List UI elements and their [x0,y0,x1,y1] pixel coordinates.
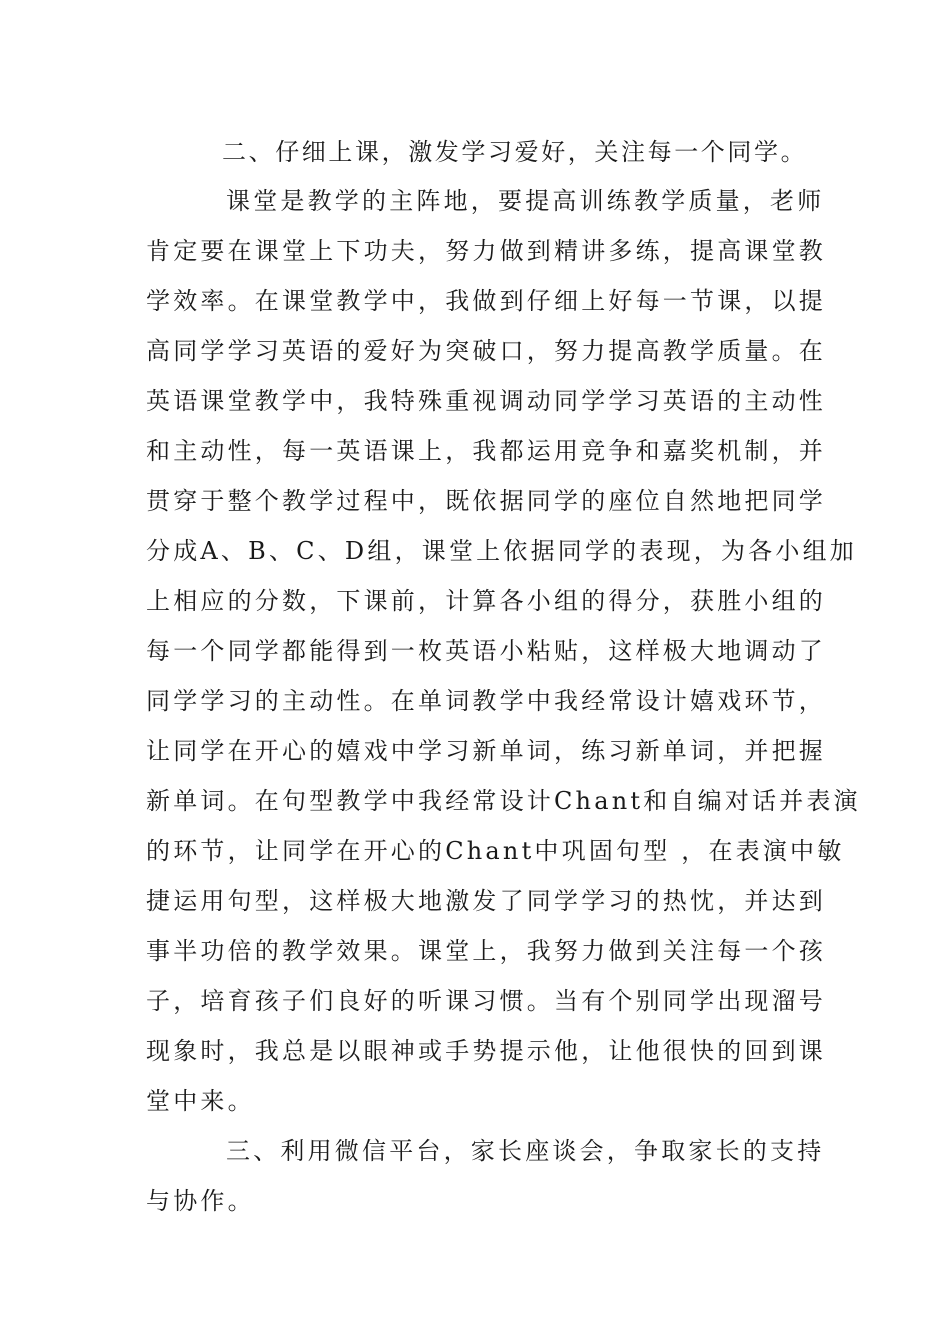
paragraph-line: 和主动性，每一英语课上，我都运用竞争和嘉奖机制，并 [146,437,826,465]
paragraph-line: 分成A、B、C、D组，课堂上依据同学的表现，为各小组加 [146,537,857,565]
paragraph-line: 学效率。在课堂教学中，我做到仔细上好每一节课，以提 [146,287,826,315]
section-heading-3-continued: 与协作。 [146,1187,255,1215]
paragraph-line: 上相应的分数，下课前，计算各小组的得分，获胜小组的 [146,587,826,615]
paragraph-line: 同学学习的主动性。在单词教学中我经常设计嬉戏环节， [146,687,826,715]
paragraph-line: 堂中来。 [146,1087,255,1115]
paragraph-line: 课堂是教学的主阵地，要提高训练教学质量，老师 [226,187,825,215]
paragraph-line: 让同学在开心的嬉戏中学习新单词，练习新单词，并把握 [146,737,826,765]
paragraph-line: 肯定要在课堂上下功夫，努力做到精讲多练，提高课堂教 [146,237,826,265]
paragraph-line: 现象时，我总是以眼神或手势提示他，让他很快的回到课 [146,1037,826,1065]
paragraph-line: 的环节，让同学在开心的Chant中巩固句型 ，在表演中敏 [146,837,845,865]
section-heading-2: 二、仔细上课，激发学习爱好，关注每一个同学。 [222,138,808,166]
paragraph-line: 新单词。在句型教学中我经常设计Chant和自编对话并表演 [146,787,861,815]
paragraph-line: 贯穿于整个教学过程中，既依据同学的座位自然地把同学 [146,487,826,515]
paragraph-line: 子，培育孩子们良好的听课习惯。当有个别同学出现溜号 [146,987,826,1015]
paragraph-line: 每一个同学都能得到一枚英语小粘贴，这样极大地调动了 [146,637,826,665]
paragraph-line: 捷运用句型，这样极大地激发了同学学习的热忱，并达到 [146,887,826,915]
paragraph-line: 事半功倍的教学效果。课堂上，我努力做到关注每一个孩 [146,937,826,965]
paragraph-line: 高同学学习英语的爱好为突破口，努力提高教学质量。在 [146,337,826,365]
section-heading-3: 三、利用微信平台，家长座谈会，争取家长的支持 [226,1137,825,1165]
paragraph-line: 英语课堂教学中，我特殊重视调动同学学习英语的主动性 [146,387,826,415]
